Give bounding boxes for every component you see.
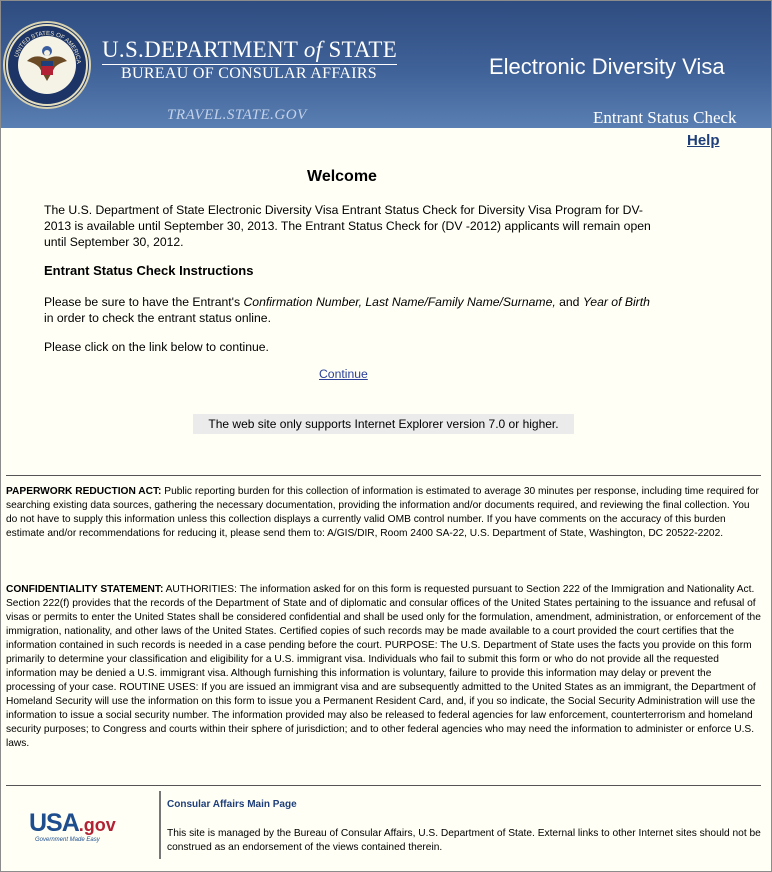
state-department-seal-icon[interactable] [3,21,91,109]
page-title: Welcome [307,168,377,185]
instr-part-e: in order to check the entrant status online. [44,311,271,325]
dept-prefix: U.S.DEPARTMENT [102,37,298,62]
department-title [102,37,397,63]
instr-part-a: Please be sure to have the Entrant's [44,295,244,309]
continue-link[interactable]: Continue [319,367,368,381]
confidentiality-statement [6,583,761,751]
help-link[interactable]: Help [687,132,720,149]
divider [6,785,761,786]
app-subtitle: Entrant Status Check [593,108,737,127]
travel-state-link[interactable]: TRAVEL.STATE.GOV [167,107,307,123]
usa-logo-text: USA [29,809,79,837]
app-title: Electronic Diversity Visa [489,54,725,79]
site-header [1,1,771,128]
seal-graphic [5,23,89,107]
usa-gov-tagline: Government Made Easy [35,837,100,843]
paperwork-reduction-act [6,485,761,541]
ie-notice: The web site only supports Internet Explorer version 7.0 or higher. [193,414,574,434]
instr-part-c: and [555,295,583,309]
seal-ring-text: UNITED STATES OF AMERICA [14,30,82,65]
pra-label: PAPERWORK REDUCTION ACT: [6,486,162,497]
dept-of: of [303,37,323,62]
divider [6,475,761,476]
instructions-text [44,294,654,326]
intro-text: The U.S. Department of State Electronic Diversity Visa Entrant Status Check for Diversity Visa Program for DV- 2013 is available until September 30, 2013. The Entrant Status Check for (DV -2012) applicants will remain open until September 30, 2012. [44,203,651,249]
instr-part-b: Confirmation Number, Last Name/Family Name/Surname, [243,295,556,309]
conf-text: AUTHORITIES: The information asked for on this form is requested pursuant to Section 222 of the Immigration and Nationality Act. Section 222(f) provides that the records of the Department of State and of diplomatic and consular offices of the United States pertaining to the issuance and refusal of visas or permits to enter the United States shall be considered confidential and shall be used only for the formulation, amendment, administration, or enforcement of the immigration, nationality, and other laws of the United States. Certified copies of such records may be made available to a court provided the court certifies that the information contained in such records is needed in a case pending before the court. PURPOSE: The U.S. Department of State uses the facts you provide on this form primarily to determine your classification and eligibility for a U.S. immigrant visa. Individuals who fail to submit this form or who do not provide all the requested information may be denied a U.S. immigrant visa. Although furnishing this information is voluntary, failure to provide this information may delay or prevent the processing of your case. ROUTINE USES: If you are issued an immigrant visa and are subsequently admitted to the United States as an immigrant, the Department of Homeland Security will use the information on this form to issue you a Permanent Resident Card, and, if you so indicate, the Social Security Administration will use the information to issue a social security number. The information provided may also be released to federal agencies for law enforcement, counterterrorism and homeland security purposes; to Congress and courts within their sphere of jurisdiction; and to other federal agencies who may need the information to administer or enforce U.S. laws. [6,584,761,749]
gov-logo-text: .gov [78,815,116,835]
instructions-heading: Entrant Status Check Instructions [44,263,254,278]
consular-affairs-main-page-link[interactable]: Consular Affairs Main Page [167,799,297,810]
dept-suffix: STATE [328,37,398,62]
click-instruction: Please click on the link below to continue. [44,340,269,354]
usa-gov-logo[interactable] [29,809,139,849]
instr-part-d: Year of Birth [582,295,650,309]
footer-divider [159,791,161,859]
pra-text: Public reporting burden for this collection of information is estimated to average 30 minutes per response, including time required for searching existing data sources, gathering the necessary documentation, providing the information and/or documents required, and reviewing the final collection. You do not have to supply this information unless this collection displays a currently valid OMB control number. If you have comments on the accuracy of this burden estimate and/or recommendations for reducing it, please send them to: A/GIS/DIR, Room 2400 SA-22, U.S. Department of State, Washington, DC 20522-2202. [6,486,759,539]
conf-label: CONFIDENTIALITY STATEMENT: [6,584,164,595]
bureau-title: BUREAU OF CONSULAR AFFAIRS [121,65,378,82]
footer-note: This site is managed by the Bureau of Consular Affairs, U.S. Department of State. External links to other Internet sites should not be construed as an endorsement of the views contained therein. [167,828,761,853]
